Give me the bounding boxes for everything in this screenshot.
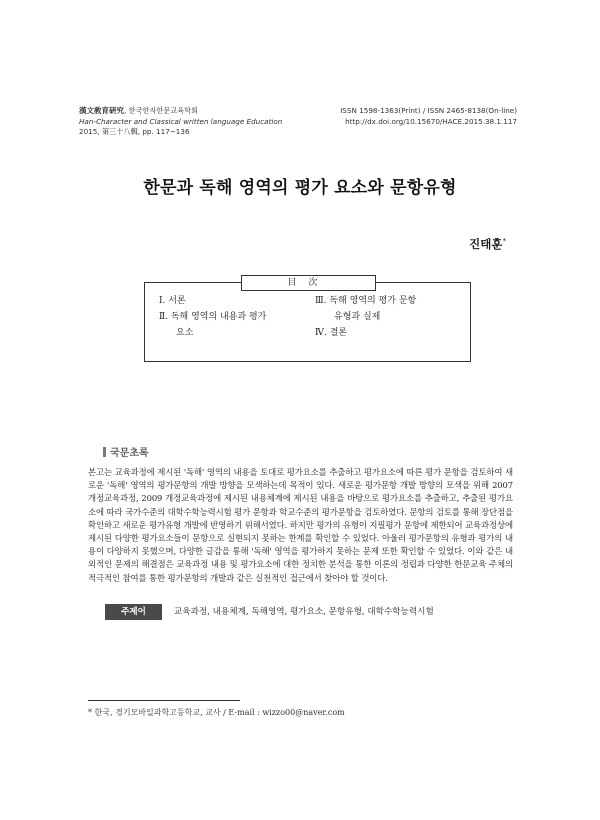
journal-english-name: Han-Character and Classical written language Education — [79, 116, 283, 126]
author-name: 진태훈 — [469, 237, 503, 251]
toc-item-1: Ⅰ. 서론 — [159, 296, 186, 306]
footnote-divider — [88, 700, 240, 701]
journal-header-right — [340, 106, 517, 127]
journal-issue: 2015, 第三十八輯, pp. 117~136 — [79, 127, 190, 136]
journal-name: 漢文敎育硏究 — [79, 106, 124, 115]
journal-title-line: 漢文敎育硏究, 한국한자한문교육학회 — [79, 106, 199, 115]
toc-item-3: Ⅲ. 독해 영역의 평가 문항 — [315, 296, 417, 306]
abstract-text: 본고는 교육과정에 제시된 '독해' 영역의 내용을 토대로 평가요소를 추출하고 평가요소에 따른 평가 문항을 검토하여 새로운 '독해' 영역의 평가문항의 개발 방향을 모색하는데 목적이 있다. 새로운 평가문항 개발 방향의 모색을 위해 2007 개정교육과정, 2009 개정교육과정에 제시된 내용체계에 제시된 내용을 바탕으로 평가요소를 추출하고, 추출된 평가요소에 따라 국가수준의 대학수학능력시험 평가 문항과 학교수준의 평가문항을 검토하였다. 문항의 검토를 통해 장단점을 확인하고 새로운 평가유형 개발에 반영하기 위해서였다. 하지만 평가의 유형이 지필평가 문항에 제한되어 교육과정상에 제시된 다양한 평가요소들이 문항으로 실현되지 못하는 한계를 확인할 수 있었다. 아울러 평가문항의 유형과 평가의 내용이 다양하지 못했으며, 다양한 글감을 통해 '독해' 영역을 평가하지 못하는 문제 또한 확인할 수 있었다. 이와 같은 내외적인 문제의 해결점은 교육과정 내용 및 평가요소에 대한 정치한 분석을 통한 이론의 정립과 다양한 한문교육 주체의 적극적인 참여를 통한 평가문항의 개발과 같은 실천적인 접근에서 찾아야 할 것이다. — [88, 467, 513, 583]
footnote: * 한국, 경기모바일과학고등학교, 교사 / E-mail : wizzo00@naver.com — [88, 708, 345, 717]
table-of-contents — [144, 278, 471, 362]
journal-header-left — [79, 106, 282, 138]
abstract-heading: 국문초록 — [103, 444, 149, 459]
keywords-label: 주제어 — [105, 604, 162, 620]
author-footnote-mark: * — [502, 237, 506, 246]
toc-item-3-cont: 유형과 실제 — [334, 312, 381, 322]
toc-heading: 目次 — [241, 275, 376, 291]
doi-link[interactable]: http://dx.doi.org/10.15670/HACE.2015.38.1.117 — [345, 116, 517, 126]
toc-item-4: Ⅳ. 결론 — [315, 328, 348, 338]
paper-title: 한문과 독해 영역의 평가 요소와 문항유형 — [143, 178, 457, 198]
author — [469, 236, 506, 252]
society-name: 한국한자한문교육학회 — [128, 106, 199, 115]
toc-item-2-cont: 요소 — [176, 328, 194, 338]
keywords-text: 교육과정, 내용체계, 독해영역, 평가요소, 문항유형, 대학수학능력시험 — [174, 607, 434, 617]
issn: ISSN 1598-1363(Print) / ISSN 2465-8138(On-line) — [340, 106, 517, 115]
toc-item-2: Ⅱ. 독해 영역의 내용과 평가 — [159, 312, 267, 322]
